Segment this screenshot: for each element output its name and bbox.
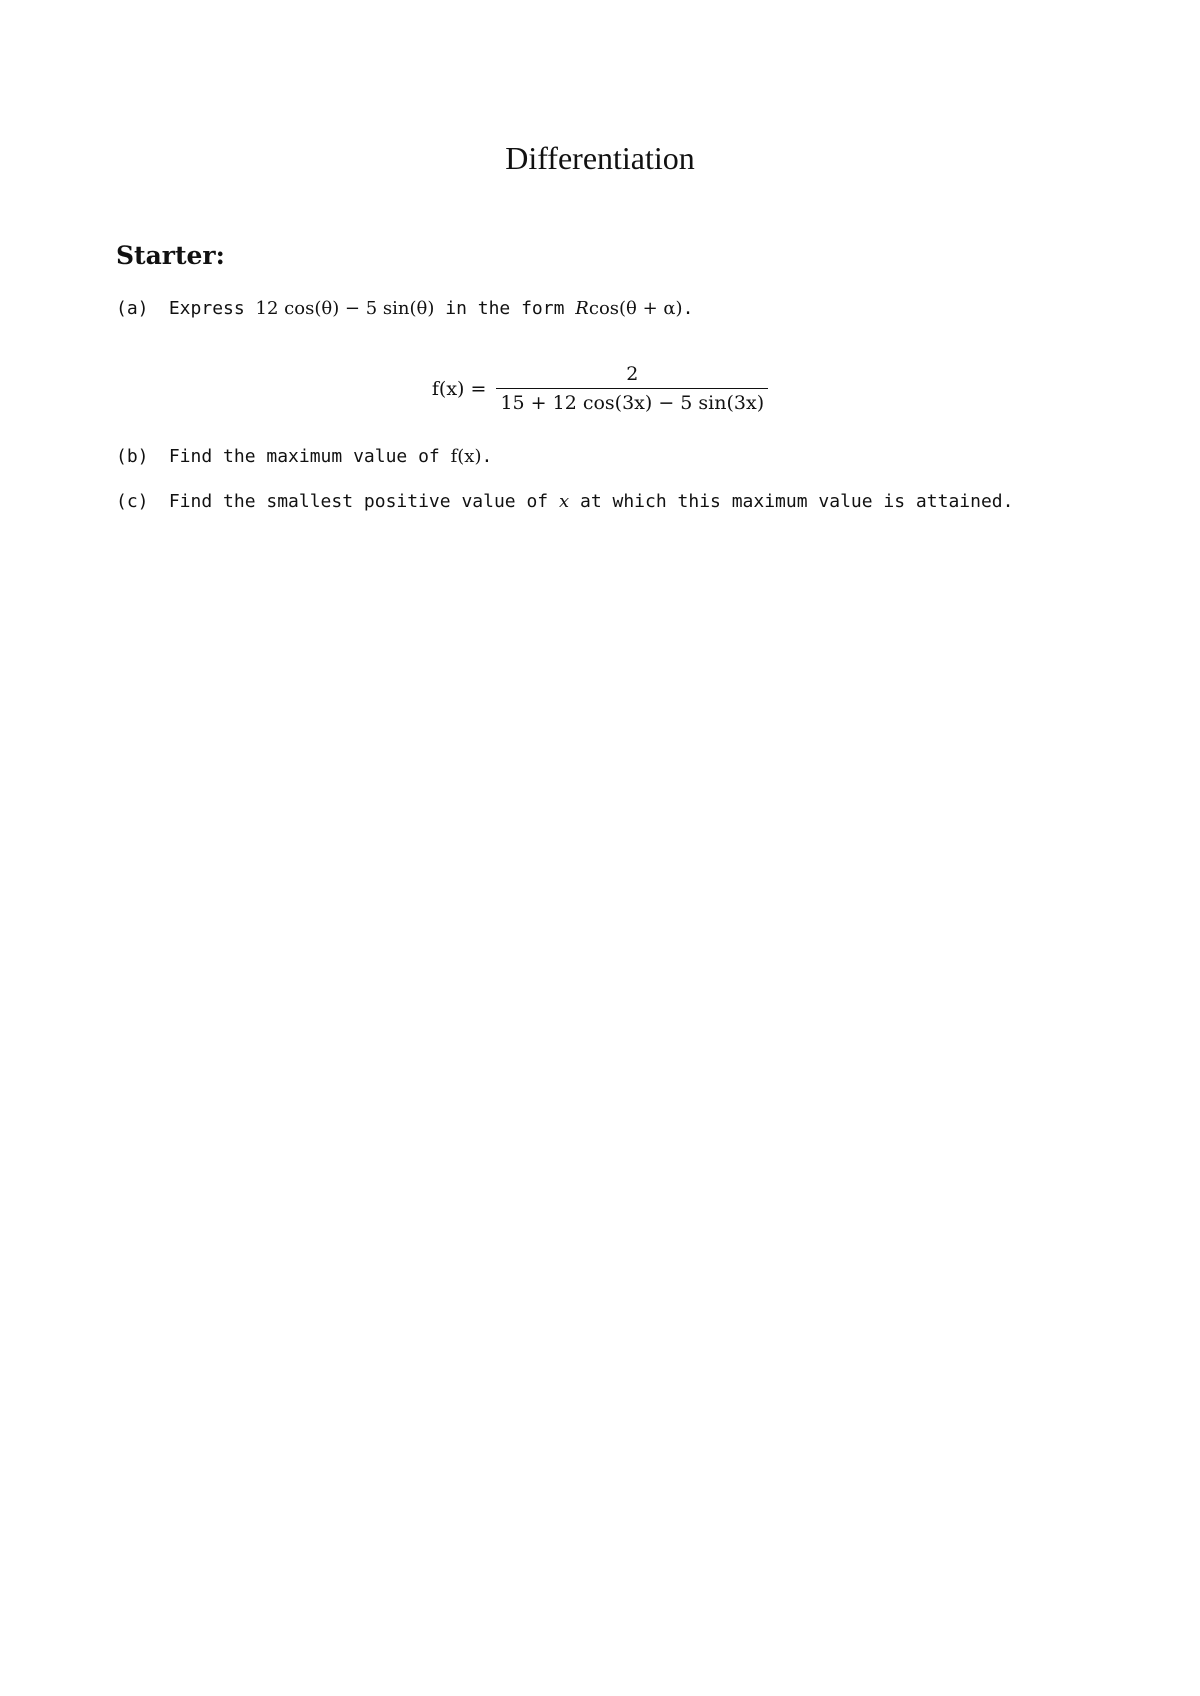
fraction xyxy=(496,362,768,415)
question-text: at which this maximum value is attained. xyxy=(579,491,1014,512)
question-label: (c) xyxy=(116,491,149,512)
question-label: (a) xyxy=(116,298,149,319)
math-expression: f(x) xyxy=(450,446,482,467)
math-variable-r: R xyxy=(575,298,589,319)
punctuation: . xyxy=(481,446,493,467)
page-title: Differentiation xyxy=(505,140,695,176)
section-heading: Starter: xyxy=(116,241,225,270)
display-equation xyxy=(0,362,1200,415)
math-variable-x: x xyxy=(558,491,570,512)
question-c xyxy=(116,490,1013,514)
question-text: Find the maximum value of xyxy=(168,446,440,467)
question-b xyxy=(116,445,492,469)
question-text: in the form xyxy=(445,298,565,319)
math-expression: 12 cos(θ) − 5 sin(θ) xyxy=(255,298,435,319)
fraction-denominator: 15 + 12 cos(3x) − 5 sin(3x) xyxy=(500,392,765,414)
question-text: Find the smallest positive value of xyxy=(168,491,549,512)
punctuation: . xyxy=(682,298,694,319)
fraction-numerator: 2 xyxy=(626,363,639,385)
equation-lhs: f(x) = xyxy=(431,377,487,400)
math-expression: cos(θ + α) xyxy=(588,298,683,319)
question-label: (b) xyxy=(116,446,149,467)
question-text: Express xyxy=(168,298,245,319)
question-a xyxy=(116,297,693,321)
